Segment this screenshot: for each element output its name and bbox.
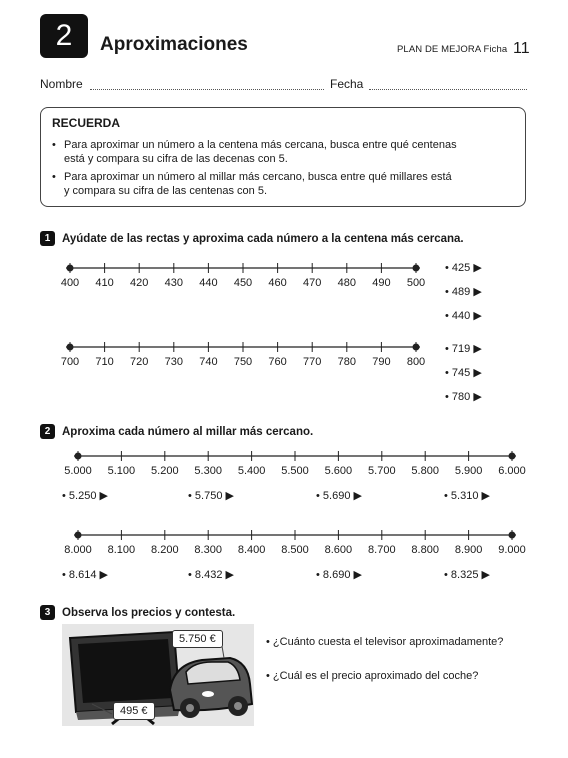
illustration-drawing: [62, 624, 254, 726]
tick-label: 5.700: [368, 465, 396, 477]
tick-label: 8.600: [324, 544, 353, 556]
page-title: Aproximaciones: [100, 34, 248, 55]
plan-label: PLAN DE MEJORA Ficha: [397, 44, 508, 55]
tick-label: 5.500: [281, 465, 309, 477]
ex2-item-3[interactable]: • 5.690 ▶: [316, 490, 362, 502]
ex2-item-8[interactable]: • 8.325 ▶: [444, 569, 490, 581]
tick-label: 730: [164, 356, 183, 368]
tick-label: 740: [199, 356, 218, 368]
recuerda-title: RECUERDA: [52, 116, 121, 130]
tick-label: 490: [372, 277, 391, 289]
ex2-item-6[interactable]: • 8.432 ▶: [188, 569, 234, 581]
tick-label: 720: [130, 356, 149, 368]
number-line-400-500: [66, 263, 420, 273]
ex2-item-4[interactable]: • 5.310 ▶: [444, 490, 490, 502]
number-line-endpoint: [75, 532, 82, 539]
tick-label: 500: [406, 277, 426, 289]
number-line-endpoint: [413, 344, 420, 351]
question-tv: • ¿Cuánto cuesta el televisor aproximadamente?: [266, 636, 504, 648]
ex2-item-7[interactable]: • 8.690 ▶: [316, 569, 362, 581]
bullet-icon: •: [52, 139, 56, 151]
tick-label: 8.900: [454, 544, 483, 556]
tick-label: 420: [130, 277, 149, 289]
tick-label: 760: [268, 356, 287, 368]
ex1-item-5[interactable]: • 745 ▶: [445, 367, 482, 379]
number-line-endpoint: [67, 265, 74, 272]
tick-label: 5.300: [194, 465, 222, 477]
tick-label: 8.100: [107, 544, 136, 556]
tick-label: 5.900: [454, 465, 483, 477]
number-line-endpoint: [67, 344, 74, 351]
tick-label: 6.000: [498, 465, 526, 477]
number-line-endpoint: [413, 265, 420, 272]
tick-label: 750: [233, 356, 253, 368]
ex1-item-2[interactable]: • 489 ▶: [445, 286, 482, 298]
number-line-endpoint: [509, 453, 516, 460]
tick-label: 5.400: [237, 465, 266, 477]
tick-label: 5.600: [324, 465, 353, 477]
tick-label: 480: [337, 277, 356, 289]
tick-label: 800: [406, 356, 426, 368]
number-line-endpoint: [75, 453, 82, 460]
ex1-item-6[interactable]: • 780 ▶: [445, 391, 482, 403]
tick-label: 710: [95, 356, 114, 368]
recuerda-bullet-1-line2: está y compara su cifra de las decenas con 5.: [64, 153, 288, 165]
tick-label: 450: [233, 277, 253, 289]
bullet-icon: •: [52, 171, 56, 183]
tick-label: 430: [164, 277, 183, 289]
exercise-2-number: 2: [40, 424, 55, 439]
exercise-3-number: 3: [40, 605, 55, 620]
exercise-1-number: 1: [40, 231, 55, 246]
tick-label: 400: [60, 277, 80, 289]
ex2-item-5[interactable]: • 8.614 ▶: [62, 569, 108, 581]
tick-label: 8.500: [281, 544, 309, 556]
car-price-tag: 5.750 €: [172, 630, 223, 648]
tick-label: 8.800: [411, 544, 439, 556]
recuerda-bullet-2-line2: y compara su cifra de las centenas con 5.: [64, 185, 267, 197]
tick-label: 770: [303, 356, 322, 368]
unit-number: 2: [55, 19, 73, 52]
tick-label: 8.700: [368, 544, 396, 556]
tick-label: 790: [372, 356, 391, 368]
tick-label: 8.300: [194, 544, 222, 556]
tick-label: 8.400: [237, 544, 266, 556]
ex1-item-1[interactable]: • 425 ▶: [445, 262, 482, 274]
tick-label: 700: [60, 356, 80, 368]
ex2-item-2[interactable]: • 5.750 ▶: [188, 490, 234, 502]
number-line-8000-9000: [74, 530, 516, 540]
ficha-number: 11: [513, 40, 530, 57]
date-label: Fecha: [330, 77, 364, 91]
recuerda-bullet-1-line1: Para aproximar un número a la centena más cercana, busca entre qué centenas: [64, 139, 457, 151]
tick-label: 5.000: [64, 465, 92, 477]
exercise-1-instruction: Ayúdate de las rectas y aproxima cada número a la centena más cercana.: [62, 233, 464, 245]
tick-label: 460: [268, 277, 287, 289]
ex1-item-4[interactable]: • 719 ▶: [445, 343, 482, 355]
car-icon: [170, 646, 252, 718]
ex2-item-1[interactable]: • 5.250 ▶: [62, 490, 108, 502]
tick-label: 5.800: [411, 465, 439, 477]
tv-price-tag: 495 €: [113, 702, 155, 720]
tick-label: 780: [337, 356, 356, 368]
tick-label: 8.200: [151, 544, 179, 556]
number-line-endpoint: [509, 532, 516, 539]
tick-label: 440: [199, 277, 218, 289]
ex1-item-3[interactable]: • 440 ▶: [445, 310, 482, 322]
tick-label: 5.200: [151, 465, 179, 477]
exercise-2-instruction: Aproxima cada número al millar más cercano.: [62, 426, 314, 438]
tv-and-car-illustration: [62, 624, 254, 726]
tick-label: 9.000: [498, 544, 526, 556]
recuerda-bullet-2-line1: Para aproximar un número al millar más cercano, busca entre qué millares está: [64, 171, 452, 183]
tick-label: 470: [303, 277, 322, 289]
number-line-700-800: [66, 342, 420, 352]
name-label: Nombre: [40, 77, 83, 91]
number-line-5000-6000: [74, 451, 516, 461]
question-car: • ¿Cuál es el precio aproximado del coche?: [266, 670, 479, 682]
tick-label: 8.000: [64, 544, 92, 556]
exercise-3-instruction: Observa los precios y contesta.: [62, 607, 236, 619]
tick-label: 5.100: [107, 465, 136, 477]
tick-label: 410: [95, 277, 114, 289]
